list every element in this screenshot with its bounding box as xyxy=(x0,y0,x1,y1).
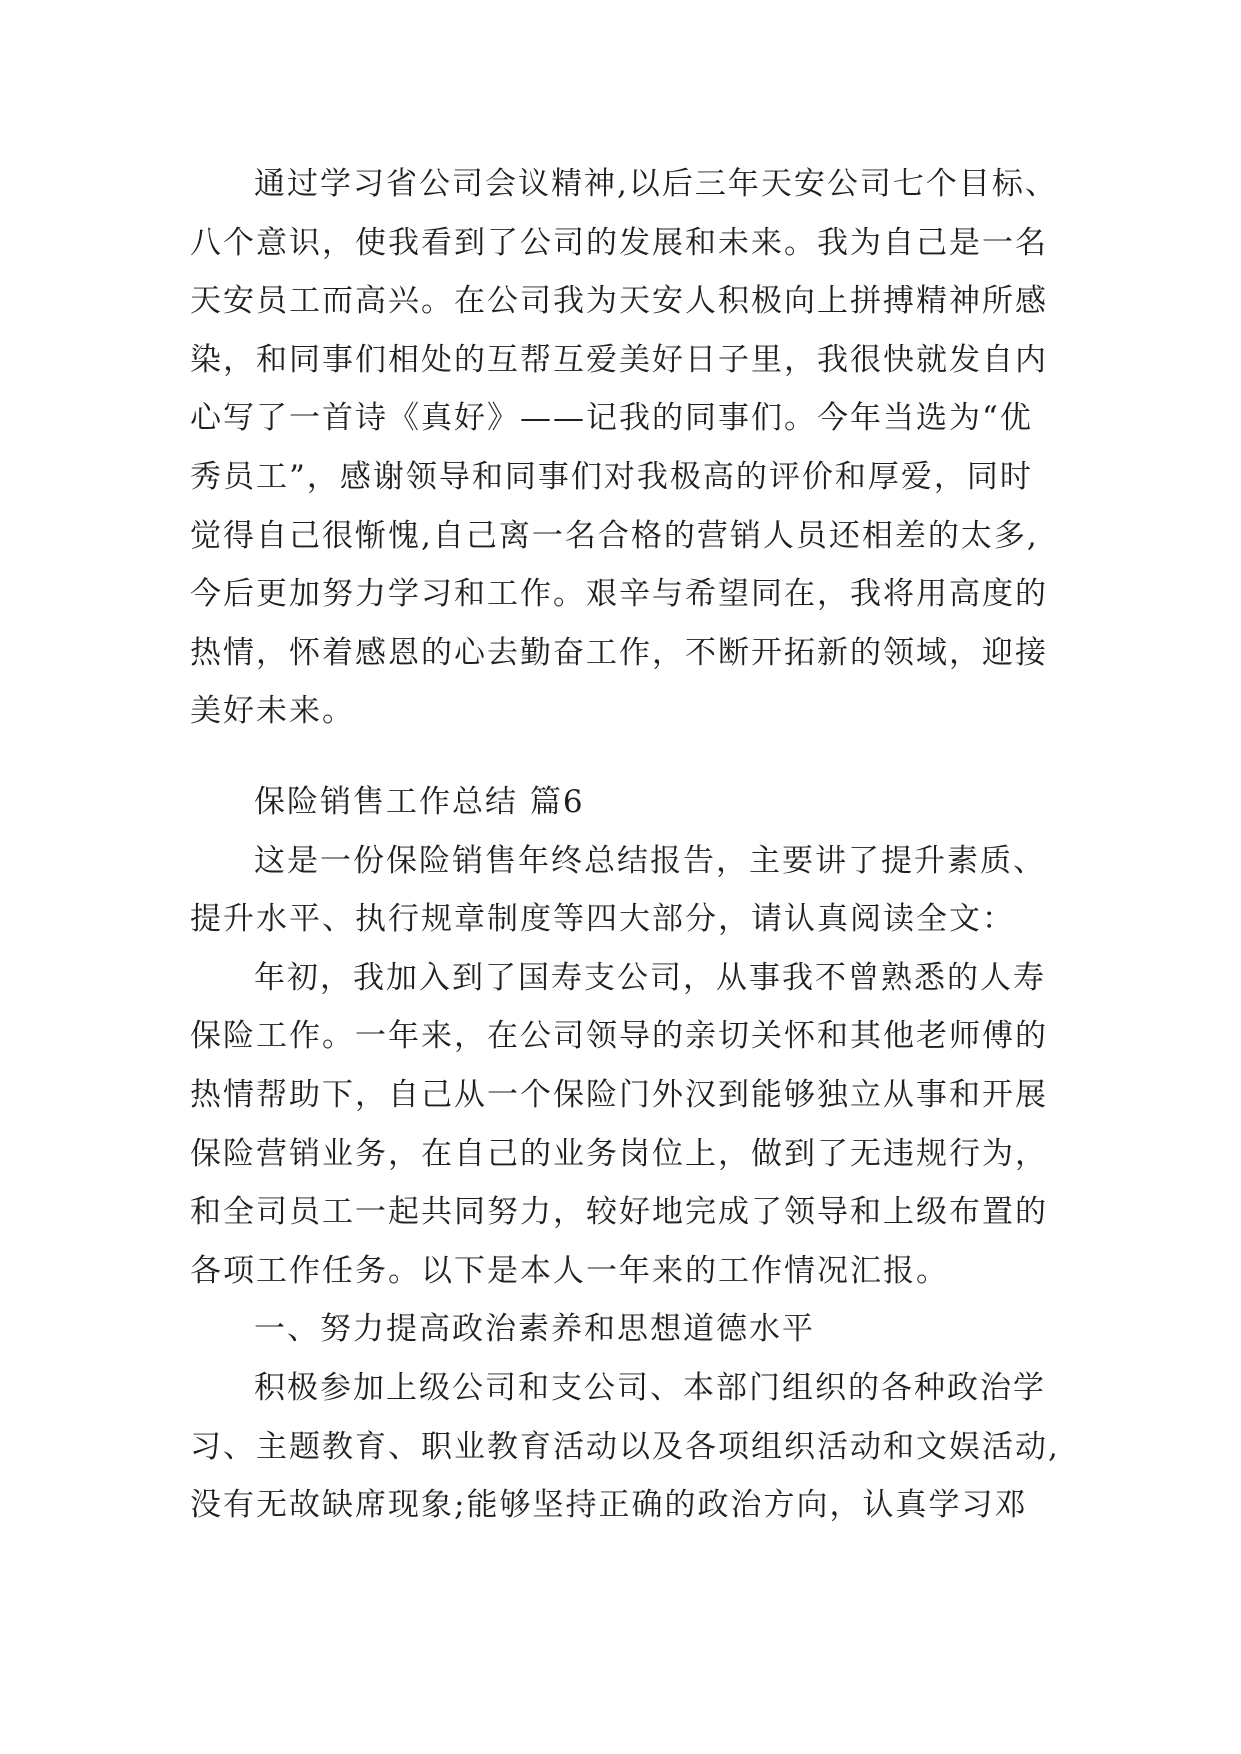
text-line: 保险工作。一年来，在公司领导的亲切关怀和其他老师傅的 xyxy=(190,1018,1048,1055)
text-line: 美好未来。 xyxy=(190,693,355,730)
text-line: 保险营销业务，在自己的业务岗位上，做到了无违规行为， xyxy=(190,1135,1048,1172)
text-line: 八个意识，使我看到了公司的发展和未来。我为自己是一名 xyxy=(190,224,1048,261)
text-line: 心写了一首诗《真好》——记我的同事们。今年当选为“优 xyxy=(190,400,1033,437)
paragraph-block-1 xyxy=(190,155,1070,741)
paragraph-block-2 xyxy=(190,773,1070,1535)
text-line: 习、主题教育、职业教育活动以及各项组织活动和文娱活动, xyxy=(190,1428,1060,1465)
subsection-heading: 一、努力提高政治素养和思想道德水平 xyxy=(254,1311,815,1348)
text-line: 各项工作任务。以下是本人一年来的工作情况汇报。 xyxy=(190,1252,949,1289)
text-line: 提升水平、执行规章制度等四大部分，请认真阅读全文： xyxy=(190,901,1015,938)
text-line: 觉得自己很惭愧,自己离一名合格的营销人员还相差的太多, xyxy=(190,517,1039,554)
text-line: 热情帮助下，自己从一个保险门外汉到能够独立从事和开展 xyxy=(190,1076,1048,1113)
text-line: 积极参加上级公司和支公司、本部门组织的各种政治学 xyxy=(254,1369,1046,1406)
text-line: 今后更加努力学习和工作。艰辛与希望同在，我将用高度的 xyxy=(190,576,1048,613)
text-line: 通过学习省公司会议精神,以后三年天安公司七个目标、 xyxy=(254,166,1058,202)
text-line: 没有无故缺席现象;能够坚持正确的政治方向，认真学习邓 xyxy=(190,1487,1028,1524)
text-line: 和全司员工一起共同努力，较好地完成了领导和上级布置的 xyxy=(190,1194,1048,1231)
text-line: 染，和同事们相处的互帮互爱美好日子里，我很快就发自内 xyxy=(190,341,1048,378)
text-line: 这是一份保险销售年终总结报告，主要讲了提升素质、 xyxy=(254,842,1046,879)
section-heading: 保险销售工作总结 篇6 xyxy=(254,784,585,820)
text-line: 秀员工”，感谢领导和同事们对我极高的评价和厚爱，同时 xyxy=(190,458,1033,495)
text-line: 天安员工而高兴。在公司我为天安人积极向上拼搏精神所感 xyxy=(190,283,1048,320)
text-line: 热情，怀着感恩的心去勤奋工作，不断开拓新的领域，迎接 xyxy=(190,634,1048,671)
text-line: 年初，我加入到了国寿支公司，从事我不曾熟悉的人寿 xyxy=(254,959,1046,996)
